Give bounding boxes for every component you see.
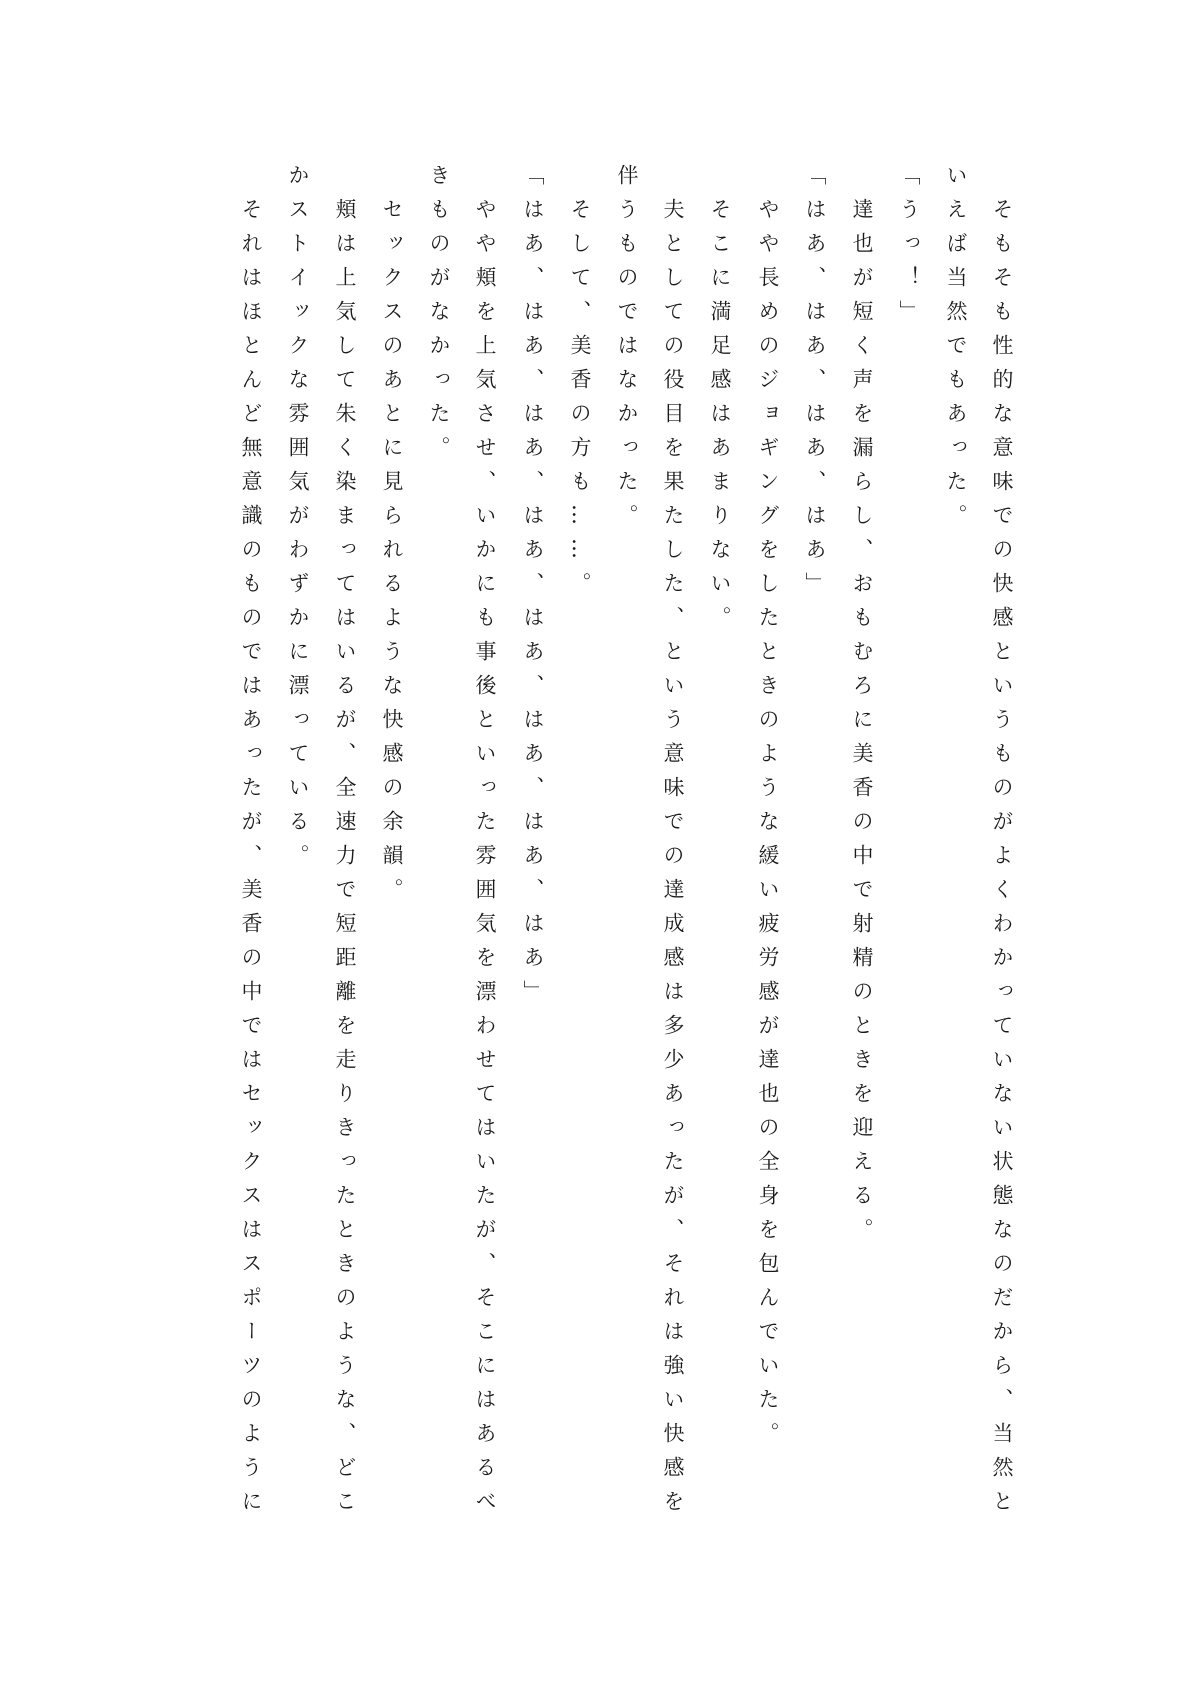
text-line: やや長めのジョギングをしたときのような緩い疲労感が達也の全身を包んでいた。	[756, 198, 780, 1456]
text-line: それはほとんど無意識のものではあったが、美香の中ではセックスはスポーツのように	[239, 198, 263, 1524]
text-line: 達也が短く声を漏らし、おもむろに美香の中で射精のときを迎える。	[850, 198, 874, 1252]
text-line: 頬は上気して朱く染まってはいるが、全速力で短距離を走りきったときのような、どこ	[333, 198, 357, 1524]
text-line: 「はあ、はあ、はあ、はあ」	[803, 164, 827, 606]
text-line: 伴うものではなかった。	[615, 164, 639, 538]
text-line: きものがなかった。	[427, 164, 451, 470]
text-line: 「はあ、はあ、はあ、はあ、はあ、はあ、はあ、はあ」	[521, 164, 545, 1014]
text-line: 「うっ！」	[897, 164, 921, 334]
text-line: セックスのあとに見られるような快感の余韻。	[380, 198, 404, 912]
text-line: かストイックな雰囲気がわずかに漂っている。	[286, 164, 310, 878]
text-line: そして、美香の方も……。	[568, 198, 592, 606]
text-line: 夫としての役目を果たした、という意味での達成感は多少あったが、それは強い快感を	[661, 198, 685, 1524]
text-line: やや頬を上気させ、いかにも事後といった雰囲気を漂わせてはいたが、そこにはあるべ	[473, 198, 497, 1524]
text-line: そこに満足感はあまりない。	[708, 198, 732, 640]
text-line: いえば当然でもあった。	[944, 164, 968, 538]
text-line: そもそも性的な意味での快感というものがよくわかっていない状態なのだから、当然と	[990, 198, 1014, 1524]
